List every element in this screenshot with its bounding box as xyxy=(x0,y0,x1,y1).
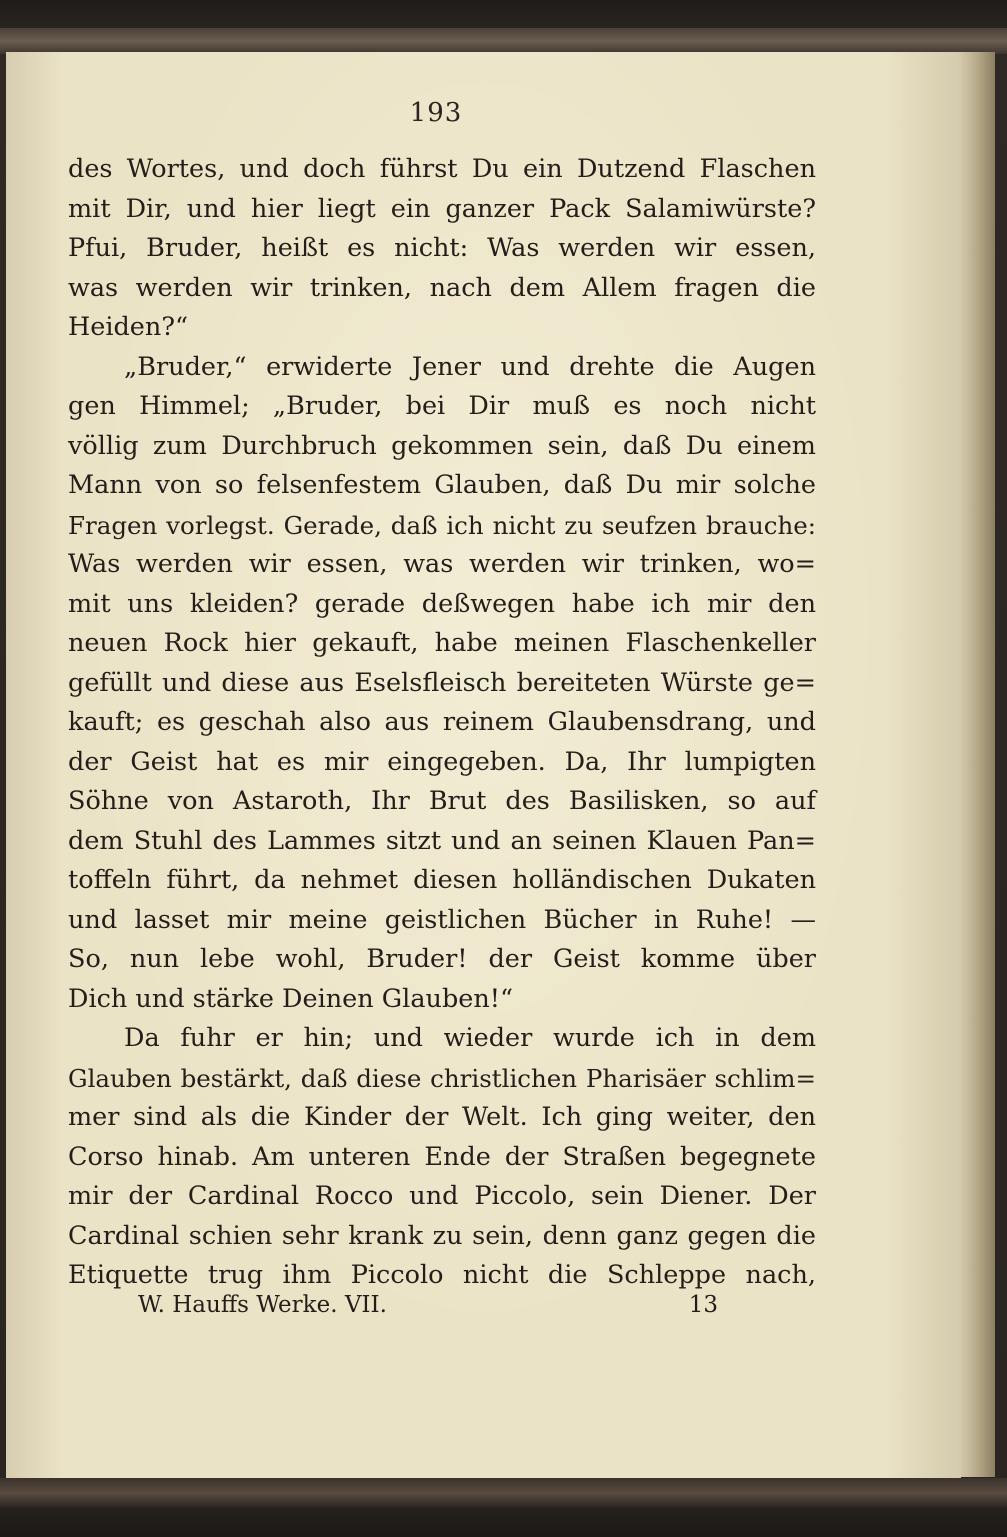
text-line: „Bruder,“ erwiderte Jener und drehte die Augen xyxy=(124,351,816,382)
text-line: Glauben bestärkt, daß diese christlichen Pharisäer schlim= xyxy=(68,1063,816,1093)
text-line: toffeln führt, da nehmet diesen holländischen Dukaten xyxy=(68,865,816,895)
text-line: Mann von so felsenfestem Glauben, daß Du mir solche xyxy=(68,470,816,500)
text-line: Fragen vorlegst. Gerade, daß ich nicht zu seufzen brauche: xyxy=(68,510,816,540)
body-text xyxy=(68,150,816,1296)
text-line: gefüllt und diese aus Eselsfleisch bereiteten Würste ge= xyxy=(68,667,816,698)
text-line: des Wortes, und doch führst Du ein Dutzend Flaschen xyxy=(68,154,816,184)
book-page xyxy=(6,52,961,1478)
text-line: kauft; es geschah also aus reinem Glaubensdrang, und xyxy=(68,707,816,737)
text-line: Was werden wir essen, was werden wir trinken, wo= xyxy=(68,549,816,579)
text-line: Söhne von Astaroth, Ihr Brut des Basilisken, so auf xyxy=(68,786,816,816)
page-footer xyxy=(138,1292,718,1326)
text-line: mer sind als die Kinder der Welt. Ich ging weiter, den xyxy=(68,1102,816,1132)
text-line: Cardinal schien sehr krank zu sein, denn ganz gegen die xyxy=(68,1220,816,1251)
footer-signature: W. Hauffs Werke. VII. xyxy=(138,1292,387,1318)
book-cover-bottom-edge xyxy=(0,1478,1007,1508)
text-line: Heiden?“ xyxy=(68,312,189,342)
text-line: was werden wir trinken, nach dem Allem fragen die xyxy=(68,272,816,303)
text-line: mit Dir, und hier liegt ein ganzer Pack Salamiwürste? xyxy=(68,193,816,224)
text-line: und lasset mir meine geistlichen Bücher in Ruhe! — xyxy=(68,904,816,935)
text-line: Pfui, Bruder, heißt es nicht: Was werden wir essen, xyxy=(68,233,816,263)
page-number: 193 xyxy=(409,98,463,128)
footer-sheet-number: 13 xyxy=(688,1292,718,1318)
text-line: dem Stuhl des Lammes sitzt und an seinen Klauen Pan= xyxy=(68,825,816,856)
text-line: gen Himmel; „Bruder, bei Dir muß es noch nicht xyxy=(68,391,816,421)
book-cover-top-edge xyxy=(0,28,1007,54)
text-line: neuen Rock hier gekauft, habe meinen Flaschenkeller xyxy=(68,628,816,658)
text-line: Da fuhr er hin; und wieder wurde ich in dem xyxy=(124,1023,816,1053)
text-line: Corso hinab. Am unteren Ende der Straßen begegnete xyxy=(68,1141,816,1172)
text-line: völlig zum Durchbruch gekommen sein, daß Du einem xyxy=(68,430,816,461)
text-line: So, nun lebe wohl, Bruder! der Geist komme über xyxy=(68,944,816,974)
text-line: mit uns kleiden? gerade deßwegen habe ich mir den xyxy=(68,588,816,619)
text-line: der Geist hat es mir eingegeben. Da, Ihr lumpigten xyxy=(68,746,816,777)
text-line: mir der Cardinal Rocco und Piccolo, sein Diener. Der xyxy=(68,1181,816,1211)
text-line: Dich und stärke Deinen Glauben!“ xyxy=(68,983,514,1014)
page-stack-edge xyxy=(955,52,995,1477)
text-line: Etiquette trug ihm Piccolo nicht die Schleppe nach, xyxy=(68,1260,816,1290)
